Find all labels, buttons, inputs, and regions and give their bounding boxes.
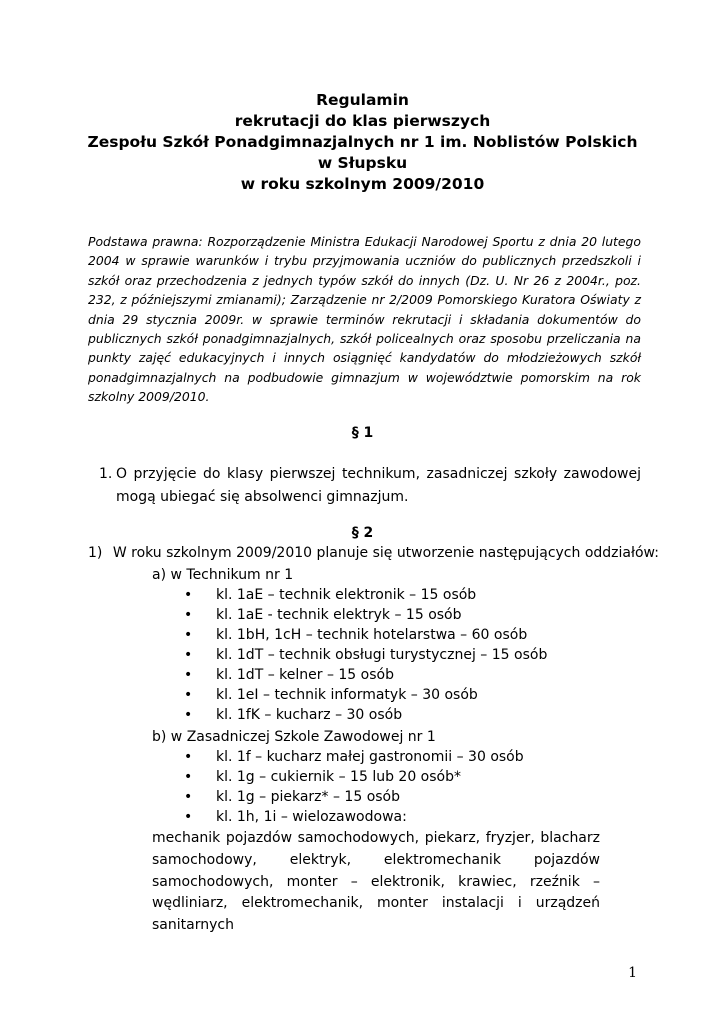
group-b-item: • kl. 1h, 1i – wielozawodowa: xyxy=(184,809,407,825)
bullet-icon: • xyxy=(184,587,193,603)
bullet-icon: • xyxy=(184,667,193,683)
group-a-item: • kl. 1aE – technik elektronik – 15 osób xyxy=(184,587,477,603)
group-a-item: • kl. 1aE - technik elektryk – 15 osób xyxy=(184,607,462,623)
title-line-4: w Słupsku xyxy=(317,154,408,172)
section-1-heading: § 1 xyxy=(351,425,374,441)
bullet-icon: • xyxy=(184,627,193,643)
bullet-icon: • xyxy=(184,749,193,765)
group-a-item: • kl. 1dT – kelner – 15 osób xyxy=(184,667,394,683)
page-number: 1 xyxy=(628,965,637,981)
bullet-icon: • xyxy=(184,809,193,825)
bullet-icon: • xyxy=(184,769,193,785)
bullet-icon: • xyxy=(184,707,193,723)
title-line-2: rekrutacji do klas pierwszych xyxy=(234,112,491,130)
group-b-item: • kl. 1g – piekarz* – 15 osób xyxy=(184,789,401,805)
section-1-item-text: O przyjęcie do klasy pierwszej technikum, zasadniczej szkoły zawodowej mogą ubiegać się absolwenci gimnazjum. xyxy=(116,466,641,505)
section-2-heading: § 2 xyxy=(351,525,374,541)
section-1-item xyxy=(88,463,641,509)
group-b-item: • kl. 1g – cukiernik – 15 lub 20 osób* xyxy=(184,769,461,785)
group-b-label: b) w Zasadniczej Szkole Zawodowej nr 1 xyxy=(152,729,436,745)
group-a-item: • kl. 1fK – kucharz – 30 osób xyxy=(184,707,403,723)
title-line-1: Regulamin xyxy=(316,91,409,109)
bullet-icon: • xyxy=(184,789,193,805)
multi-profession-list: mechanik pojazdów samochodowych, piekarz, fryzjer, blacharz samochodowy, elektryk, elektromechanik pojazdów samochodowych, monter – elektronik, krawiec, rzeźnik – wędliniarz, elektromechanik, monter instalacji i urządzeń sanitarnych xyxy=(152,830,600,934)
title-line-3: Zespołu Szkół Ponadgimnazjalnych nr 1 im. Noblistów Polskich xyxy=(87,133,638,151)
document-title xyxy=(0,90,725,195)
section-2-item xyxy=(88,545,659,561)
group-b-item: • kl. 1f – kucharz małej gastronomii – 30 osób xyxy=(184,749,524,765)
section-1-item-number: 1. xyxy=(99,466,113,482)
legal-basis-paragraph: Podstawa prawna: Rozporządzenie Ministra Edukacji Narodowej Sportu z dnia 20 lutego 2004 w sprawie warunków i trybu przyjmowania uczniów do publicznych przedszkoli i szkół oraz przechodzenia z jednych typów szkół do innych (Dz. U. Nr 26 z 2004r., poz. 232, z późniejszymi zmianami); Zarządzenie nr 2/2009 Pomorskiego Kuratora Oświaty z dnia 29 stycznia 2009r. w sprawie terminów rekrutacji i składania dokumentów do publicznych szkół ponadgimnazjalnych, szkół policealnych oraz sposobu przeliczania na punkty zajęć edukacyjnych i innych osiągnięć kandydatów do młodzieżowych szkół ponadgimnazjalnych na podbudowie gimnazjum w województwie pomorskim na rok szkolny 2009/2010. xyxy=(88,234,641,405)
title-line-5: w roku szkolnym 2009/2010 xyxy=(240,175,485,193)
bullet-icon: • xyxy=(184,607,193,623)
group-a-item: • kl. 1eI – technik informatyk – 30 osób xyxy=(184,687,478,703)
bullet-icon: • xyxy=(184,687,193,703)
group-a-label: a) w Technikum nr 1 xyxy=(152,567,294,583)
group-a-item: • kl. 1bH, 1cH – technik hotelarstwa – 60 osób xyxy=(184,627,528,643)
bullet-icon: • xyxy=(184,647,193,663)
section-2-item-text: W roku szkolnym 2009/2010 planuje się utworzenie następujących oddziałów: xyxy=(112,545,659,561)
group-a-item: • kl. 1dT – technik obsługi turystycznej – 15 osób xyxy=(184,647,548,663)
section-2-item-number: 1) xyxy=(88,545,103,561)
